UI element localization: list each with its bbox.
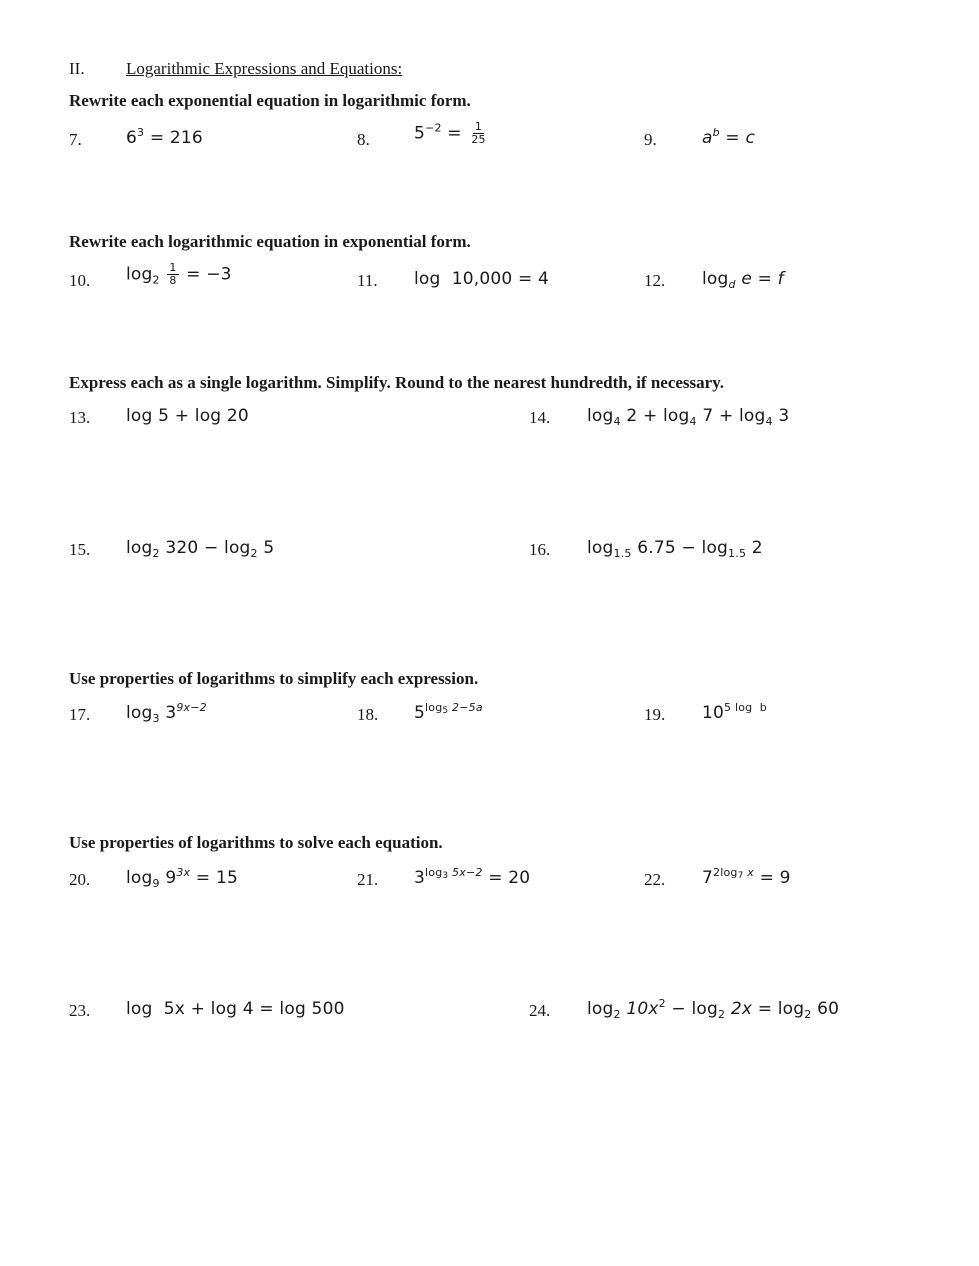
problem-number-21: 21. (357, 870, 379, 889)
problem-7-equation: $6^3 = 216$ (126, 126, 203, 148)
problem-number-19: 19. (644, 705, 666, 724)
problem-12-equation: $\log_d e = f$ (702, 269, 784, 291)
problem-19-expression: $10^{5 log b}$ (702, 701, 767, 723)
problem-9-equation: $a^b = c$ (702, 126, 756, 148)
problem-number-7: 7. (69, 130, 82, 149)
problem-number-9: 9. (644, 130, 657, 149)
problem-24-equation: $\log_2 10x^2 - \log_2 2x = \log_2 60$ (587, 997, 840, 1021)
problem-number-16: 16. (529, 540, 551, 559)
problem-20-equation: $\log_9 9^{3x} = 15$ (126, 866, 238, 890)
problem-10-equation: $\log_2$ $\frac{1}{8}$ = −3 (126, 261, 232, 287)
problem-22-equation: $7^{2log_7 x} = 9$ (702, 866, 791, 888)
instruction-single-log: Express each as a single logarithm. Simplify. Round to the nearest hundredth, if necessary. (69, 373, 725, 392)
section-title: Logarithmic Expressions and Equations: (126, 59, 403, 78)
problem-number-8: 8. (357, 130, 370, 149)
problem-number-18: 18. (357, 705, 379, 724)
instruction-solve: Use properties of logarithms to solve each equation. (69, 833, 443, 852)
fraction: $\frac{1}{8}$ (169, 261, 177, 287)
problem-number-24: 24. (529, 1001, 551, 1020)
problem-15-expression: $\log_2 320 - \log_2 5$ (126, 538, 275, 560)
problem-number-12: 12. (644, 271, 666, 290)
problem-number-17: 17. (69, 705, 91, 724)
problem-number-23: 23. (69, 1001, 91, 1020)
problem-11-equation: log 10,000 = 4 (414, 269, 550, 289)
instruction-simplify: Use properties of logarithms to simplify each expression. (69, 669, 479, 688)
problem-13-expression: log 5 + log 20 (126, 406, 249, 426)
problem-8-equation: $5^{-2}$ = $\frac{1}{25}$ (414, 120, 486, 146)
problem-number-10: 10. (69, 271, 91, 290)
problem-14-expression: $\log_4 2 + \log_4 7 + \log_4 3$ (587, 406, 790, 428)
problem-number-14: 14. (529, 408, 551, 427)
problem-number-15: 15. (69, 540, 91, 559)
problem-number-20: 20. (69, 870, 91, 889)
fraction: $\frac{1}{25}$ (471, 120, 486, 146)
section-number: II. (69, 59, 85, 78)
problem-number-13: 13. (69, 408, 91, 427)
problem-21-equation: $3^{log_3 5x-2} = 20$ (414, 866, 531, 888)
problem-number-22: 22. (644, 870, 666, 889)
problem-number-11: 11. (357, 271, 378, 290)
problem-18-expression: $5^{log_5 2-5a}$ (414, 701, 483, 723)
instruction-exp-to-log: Rewrite each exponential equation in logarithmic form. (69, 91, 471, 110)
problem-16-expression: $\log_{1.5} 6.75 - \log_{1.5} 2$ (587, 538, 763, 560)
problem-17-expression: $\log_3 3^{9x-2}$ (126, 701, 207, 725)
instruction-log-to-exp: Rewrite each logarithmic equation in exponential form. (69, 232, 471, 251)
problem-23-equation: log 5x + log 4 = log 500 (126, 999, 345, 1019)
